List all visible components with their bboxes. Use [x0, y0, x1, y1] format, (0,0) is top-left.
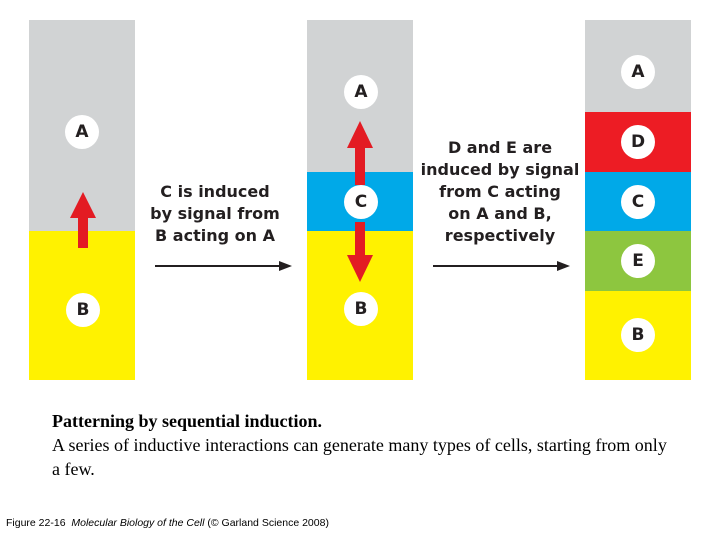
figure-caption: [52, 409, 672, 481]
cell-label-b: B: [66, 293, 100, 327]
caption-title: Patterning by sequential induction.: [52, 411, 323, 431]
cell-label-c: C: [621, 185, 655, 219]
induction-arrow-down-icon: [347, 222, 373, 282]
cell-label-c: C: [344, 185, 378, 219]
caption-body: A series of inductive interactions can generate many types of cells, starting from only a few.: [52, 435, 667, 479]
figure-credit: [6, 517, 329, 529]
transition-arrow-right-icon: [433, 261, 570, 271]
cell-label-b: B: [344, 292, 378, 326]
cell-label-a: A: [621, 55, 655, 89]
cell-label-e: E: [621, 244, 655, 278]
cell-label-a: A: [344, 75, 378, 109]
figure-number: Figure 22-16: [6, 517, 66, 529]
stage-1-description: C is induced by signal from B acting on A: [150, 182, 280, 245]
copyright-text: (© Garland Science 2008): [207, 517, 329, 529]
book-title: Molecular Biology of the Cell: [71, 517, 205, 529]
cell-label-d: D: [621, 125, 655, 159]
stage-2-description: D and E are induced by signal from C acting on A and B, respectively: [420, 138, 580, 245]
transition-arrow-right-icon: [155, 261, 292, 271]
induction-arrow-up-icon: [347, 121, 373, 185]
induction-arrow-up-icon: [70, 192, 96, 248]
cell-label-b: B: [621, 318, 655, 352]
cell-label-a: A: [65, 115, 99, 149]
